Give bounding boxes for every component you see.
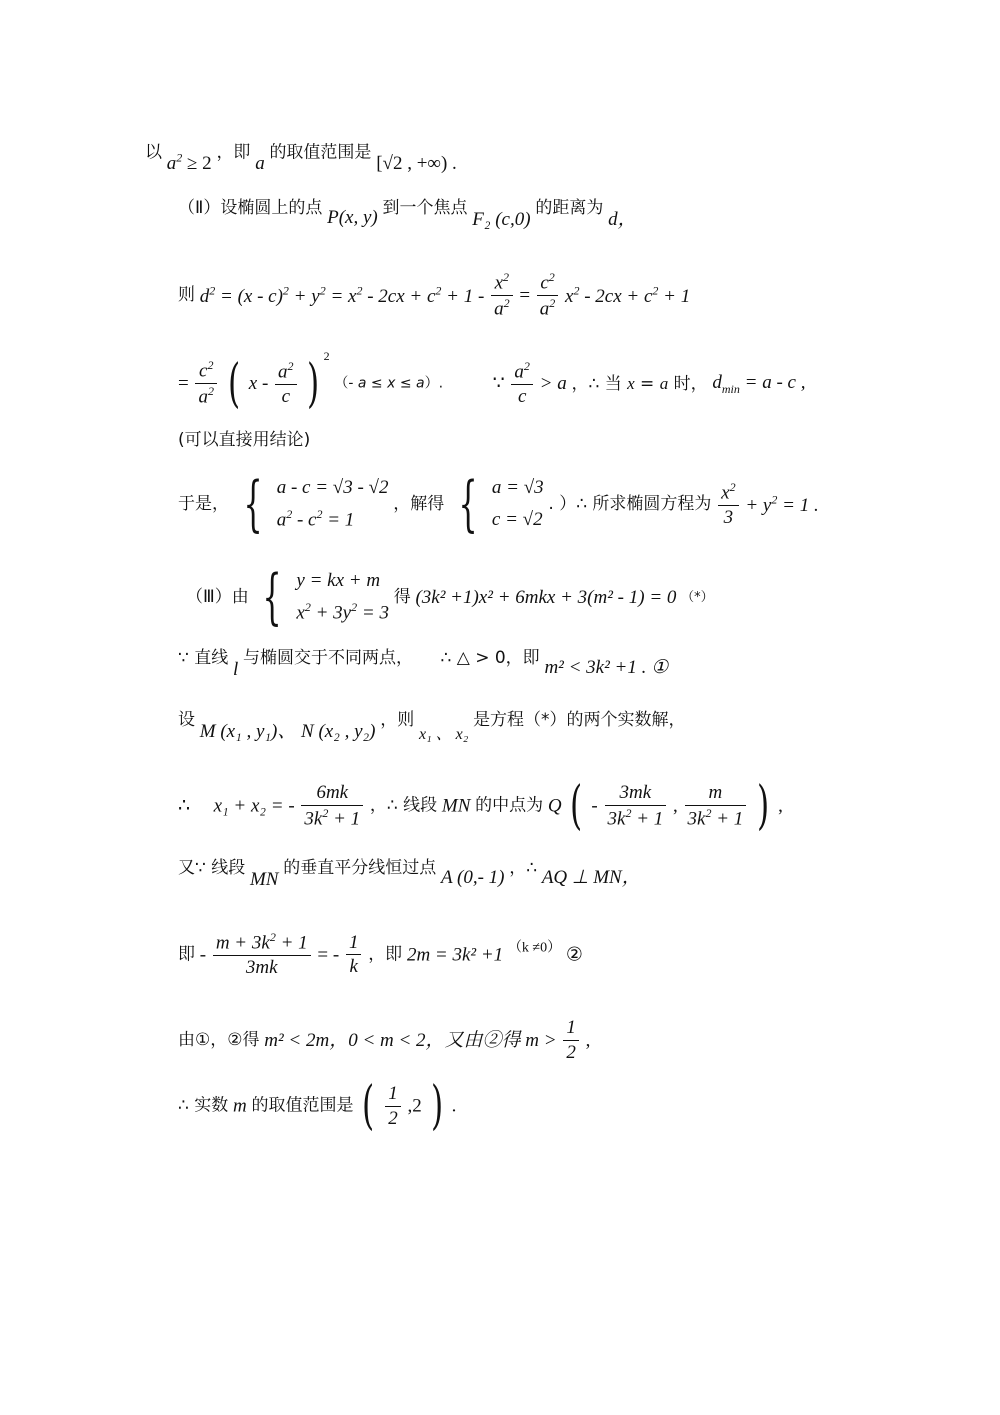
frac-qy: $\frac{m}{3k^2 + 1}$	[685, 781, 747, 831]
frac-c2-a2: $\frac{c^2}{a^2}$	[537, 270, 559, 321]
math-therefore: ∴	[178, 795, 191, 817]
math-m-range: m² < 2m，0 < m < 2，又由②得 m >	[264, 1029, 557, 1051]
math-period: .	[451, 1095, 457, 1117]
text-ji3: ，即	[368, 944, 403, 965]
frac-x2-a2: $\frac{x^2}{a^2}$	[491, 270, 513, 321]
math-2m: 2m = 3k² +1	[406, 944, 504, 966]
math-neg2: -	[199, 944, 207, 966]
math-d: d，	[608, 209, 637, 230]
line-1	[145, 140, 457, 175]
math-eq2: =	[178, 373, 189, 395]
math-gt-a: > a	[539, 373, 567, 395]
text-distance: 的距离为	[535, 198, 604, 218]
math-x-minus: x -	[248, 373, 269, 395]
math-eq-neg: = -	[317, 944, 340, 966]
paren-left: (	[227, 353, 240, 414]
math-range: [√2 , +∞) .	[376, 153, 457, 175]
frac-half: $\frac{1}{2}$	[563, 1016, 579, 1065]
math-k-ne-0: （k ≠0）	[507, 940, 562, 956]
text-she: 设	[178, 710, 195, 730]
paren-final-right: )	[430, 1076, 443, 1136]
line-7	[186, 562, 714, 633]
math-eq: =	[519, 285, 531, 307]
frac-half-2: $\frac{1}{2}$	[385, 1082, 401, 1131]
math-mn: MN	[441, 795, 471, 817]
math-ge2: ≥ 2	[187, 153, 212, 175]
math-because: ∵	[492, 373, 505, 395]
math-circle2: ②	[565, 944, 583, 966]
text-de: 得	[393, 586, 411, 607]
frac-c2-a2-b: $\frac{c^2}{a^2}$	[195, 358, 217, 409]
math-point-p: P(x, y)	[327, 207, 378, 228]
text-roots: 是方程（*）的两个实数解，	[473, 710, 686, 730]
line-5	[178, 432, 310, 449]
math-mn-2: MN	[249, 869, 279, 890]
text-real: ∴ 实数	[178, 1095, 229, 1116]
text-when: ，∴ 当 x = a 时，	[571, 373, 708, 394]
math-sum: x₁ + x₂ = -	[213, 795, 295, 817]
line-14	[178, 1076, 457, 1136]
text-star: （*）	[681, 589, 714, 605]
text-then: ，则	[380, 710, 415, 730]
text-focus: 到一个焦点	[382, 198, 468, 218]
math-comma3: ,	[585, 1029, 591, 1051]
text-ji: ，即	[216, 142, 251, 163]
brace-3: {	[263, 562, 283, 633]
text-yushi: 于是，	[178, 493, 229, 514]
text-ji2: 即	[178, 944, 195, 965]
frac-sum: $\frac{6mk}{3k^2 + 1}$	[301, 781, 363, 831]
paren-q-right: )	[757, 776, 770, 836]
frac-a2-c-b: $\frac{a^2}{c}$	[511, 359, 533, 409]
text-yi: 以	[145, 142, 162, 163]
system-3: y = kx + m $x^2 + 3y^2 = 3$	[296, 570, 389, 624]
text-also: 又∵ 线段	[178, 858, 246, 878]
math-comma-2: ,2	[407, 1095, 422, 1117]
text-note: (可以直接用结论)	[178, 430, 311, 450]
math-a2: $a^2$	[166, 151, 183, 175]
math-dmin: $d_{min} = a - c$ ,	[712, 371, 806, 396]
text-jiede: ，解得	[393, 493, 445, 514]
text-ze: 则	[178, 285, 195, 306]
math-neg: -	[591, 795, 598, 817]
text-domain: （- a ≤ x ≤ a）.	[334, 375, 444, 392]
text-bisector: 的垂直平分线恒过点	[283, 858, 437, 878]
frac-qx: $\frac{3mk}{3k^2 + 1}$	[605, 781, 667, 831]
math-x1x2: x₁ 、 x₂	[418, 726, 469, 743]
math-m: m	[232, 1095, 247, 1117]
text-part3: （Ⅲ）由	[186, 586, 249, 607]
system-1: a - c = √3 - √2 $a^2 - c^2 = 1$	[276, 477, 389, 531]
math-perp: AQ ⊥ MN，	[541, 867, 641, 888]
math-y2: + $y^2 = 1$ .	[745, 492, 819, 517]
math-m2-ineq: m² < 3k² +1 . ①	[544, 657, 669, 678]
brace-2: {	[458, 469, 478, 540]
frac-a2-c: $\frac{a^2}{c}$	[275, 359, 297, 409]
brace-1: {	[243, 469, 263, 540]
math-f2: F₂ (c,0)	[472, 209, 531, 230]
line-10	[178, 776, 783, 836]
paren-right: )	[307, 353, 320, 414]
text-ellipse: . ）∴ 所求椭圆方程为	[548, 493, 712, 514]
text-line: ∵ 直线	[178, 648, 229, 668]
text-delta: ∴ △ > 0，即	[440, 648, 540, 668]
math-l: l	[232, 659, 239, 680]
math-comma: ,	[673, 795, 678, 817]
math-point-a: A (0,- 1)	[440, 867, 505, 888]
math-q: Q	[547, 795, 562, 817]
text-from: 由①，②得	[178, 1029, 260, 1050]
text-part2: （Ⅱ）设椭圆上的点	[178, 198, 323, 218]
line-4: = $\frac{c^2}{a^2}$ ( x - $\frac{a^2}{c}$ ) $^2$ （- a ≤ x ≤ a）. ∵ $\frac{a^2}{c}$ > a ，∴ 当 x = a 时， $d_{min} = a - c$ ,	[178, 349, 806, 414]
line-2	[178, 198, 637, 230]
math-quadratic: (3k² +1)x² + 6mkx + 3(m² - 1) = 0	[415, 586, 677, 608]
math-tail: $x^2 - 2cx + c^2 + 1$	[565, 283, 691, 308]
math-a: a	[255, 153, 265, 175]
math-mn-points: M (x₁ , y₁)、 N (x₂ , y₂)	[199, 721, 376, 742]
paren-q-left: (	[570, 776, 583, 836]
text-range: 的取值范围是	[269, 142, 372, 163]
frac-slope: $\frac{m + 3k^2 + 1}{3mk}$	[213, 930, 311, 980]
line-12	[178, 930, 583, 980]
frac-x2-3: $\frac{x^2}{3}$	[718, 480, 738, 530]
line-13	[178, 1016, 590, 1065]
line-11	[178, 858, 641, 890]
text-final-range: 的取值范围是	[251, 1095, 354, 1116]
system-2: a = √3 c = √2	[491, 477, 544, 531]
line-8	[178, 648, 669, 680]
frac-1-k: $\frac{1}{k}$	[346, 931, 362, 980]
paren-final-left: (	[362, 1076, 375, 1136]
math-d2-expansion: $d^2 = (x - c)^2 + y^2 = x^2 - 2cx + c^2 + 1$ -	[199, 283, 485, 308]
text-segment: ，∴ 线段	[369, 795, 438, 816]
math-comma2: ,	[778, 795, 783, 817]
line-9	[178, 710, 686, 743]
text-therefore: ，∴	[509, 858, 538, 878]
line-3	[178, 270, 690, 321]
line-6	[178, 469, 819, 540]
text-intersect: 与椭圆交于不同两点，	[243, 648, 414, 668]
text-midpoint: 的中点为	[475, 795, 544, 816]
